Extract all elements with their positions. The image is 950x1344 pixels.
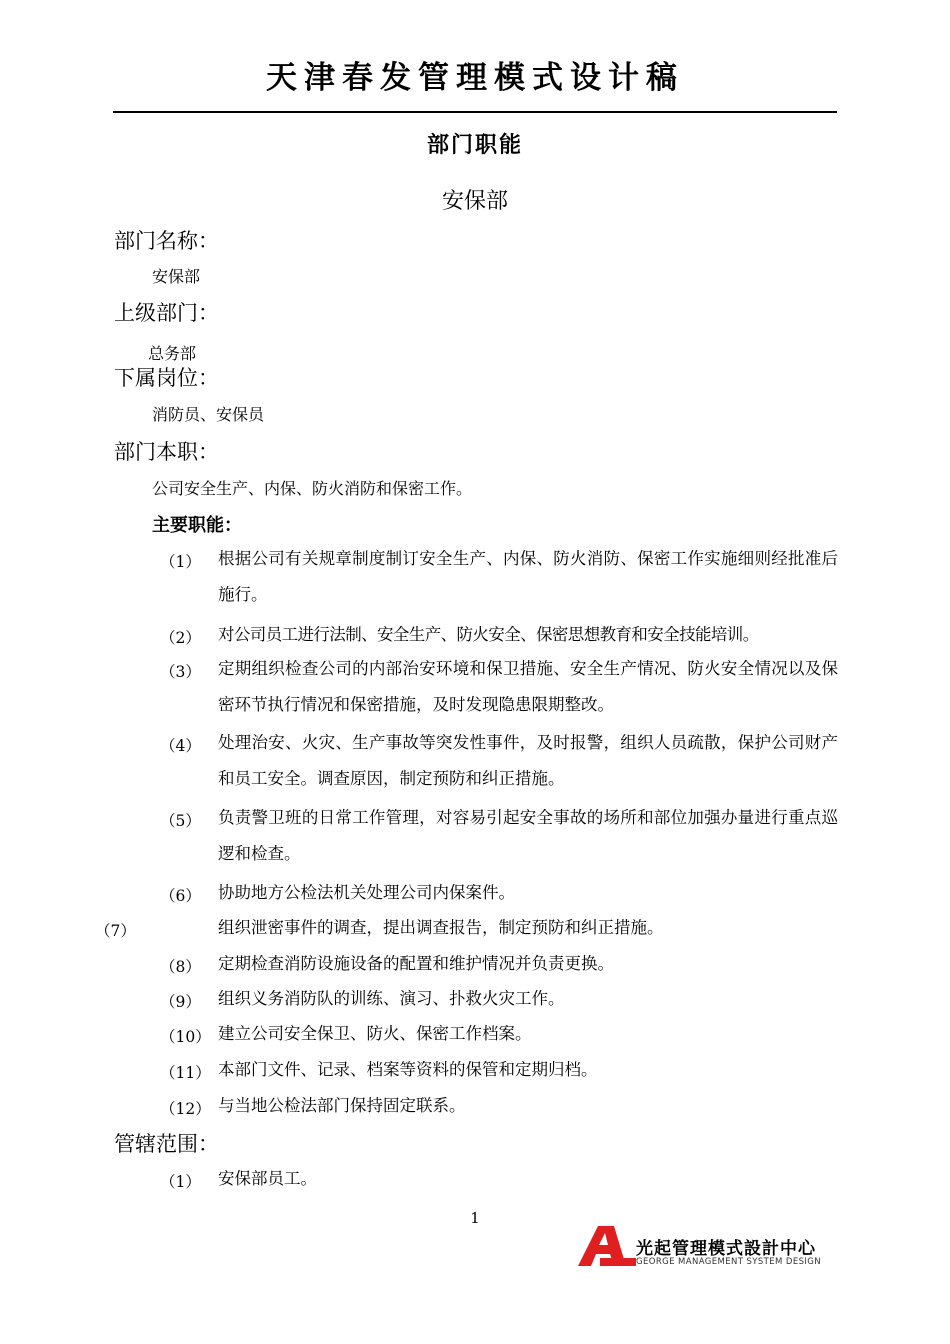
function-text: 处理治安、火灾、生产事故等突发性事件，及时报警，组织人员疏散，保护公司财产和员工安全。调查原因，制定预防和纠正措施。	[218, 733, 838, 788]
department-name-value: 安保部	[152, 267, 201, 286]
function-text: 建立公司安全保卫、防火、保密工作档案。	[218, 1024, 532, 1043]
function-text: 定期组织检查公司的内部治安环境和保卫措施、安全生产情况、防火安全情况以及保密环节执行情况和保密措施，及时发现隐患限期整改。	[218, 659, 838, 714]
department-duty-value: 公司安全生产、内保、防火消防和保密工作。	[152, 479, 473, 498]
scope-text: 安保部员工。	[218, 1169, 317, 1188]
logo-name: 光起管理模式設計中心	[636, 1239, 816, 1259]
function-text: 本部门文件、记录、档案等资料的保管和定期归档。	[218, 1060, 598, 1079]
function-number: （3）	[160, 663, 201, 681]
positions-label: 下属岗位：	[114, 366, 219, 390]
function-number: （1）	[160, 553, 201, 571]
function-number: （7）	[95, 922, 136, 940]
function-text: 组织泄密事件的调查，提出调查报告，制定预防和纠正措施。	[218, 918, 664, 937]
department-title: 安保部	[441, 189, 508, 214]
function-number: （9）	[160, 993, 201, 1011]
parent-department-value: 总务部	[148, 344, 197, 363]
function-number: （5）	[160, 812, 201, 830]
department-duty-label: 部门本职：	[114, 440, 219, 464]
function-number: （12）	[160, 1100, 211, 1118]
function-text: 负责警卫班的日常工作管理，对容易引起安全事故的场所和部位加强办量进行重点巡逻和检查。	[218, 808, 838, 863]
function-number: （4）	[160, 737, 201, 755]
main-functions-label: 主要职能：	[152, 515, 242, 536]
scope-number: （1）	[160, 1173, 201, 1191]
function-text: 组织义务消防队的训练、演习、扑救火灾工作。	[218, 989, 565, 1008]
department-name-label: 部门名称：	[114, 229, 219, 253]
function-text: 与当地公检法部门保持固定联系。	[218, 1096, 466, 1115]
function-number: （11）	[160, 1064, 211, 1082]
parent-department-label: 上级部门：	[114, 301, 219, 325]
document-title: 天津春发管理模式设计稿	[266, 60, 684, 96]
function-number: （8）	[160, 958, 201, 976]
header-divider	[113, 111, 837, 113]
function-number: （6）	[160, 887, 201, 905]
positions-value: 消防员、安保员	[152, 405, 265, 424]
section-title: 部门职能	[426, 133, 523, 158]
function-number: （10）	[160, 1028, 211, 1046]
logo-subtitle: GEORGE MANAGEMENT SYSTEM DESIGN	[636, 1257, 822, 1267]
function-text: 对公司员工进行法制、安全生产、防火安全、保密思想教育和安全技能培训。	[218, 625, 759, 644]
scope-label: 管辖范围：	[114, 1132, 219, 1156]
function-text: 根据公司有关规章制度制订安全生产、内保、防火消防、保密工作实施细则经批准后施行。	[218, 549, 838, 604]
function-text: 定期检查消防设施设备的配置和维护情况并负责更换。	[218, 954, 614, 973]
function-number: （2）	[160, 629, 201, 647]
function-text: 协助地方公检法机关处理公司内保案件。	[218, 883, 515, 902]
logo-a-mark-icon	[578, 1224, 638, 1270]
page-number: 1	[470, 1209, 480, 1227]
